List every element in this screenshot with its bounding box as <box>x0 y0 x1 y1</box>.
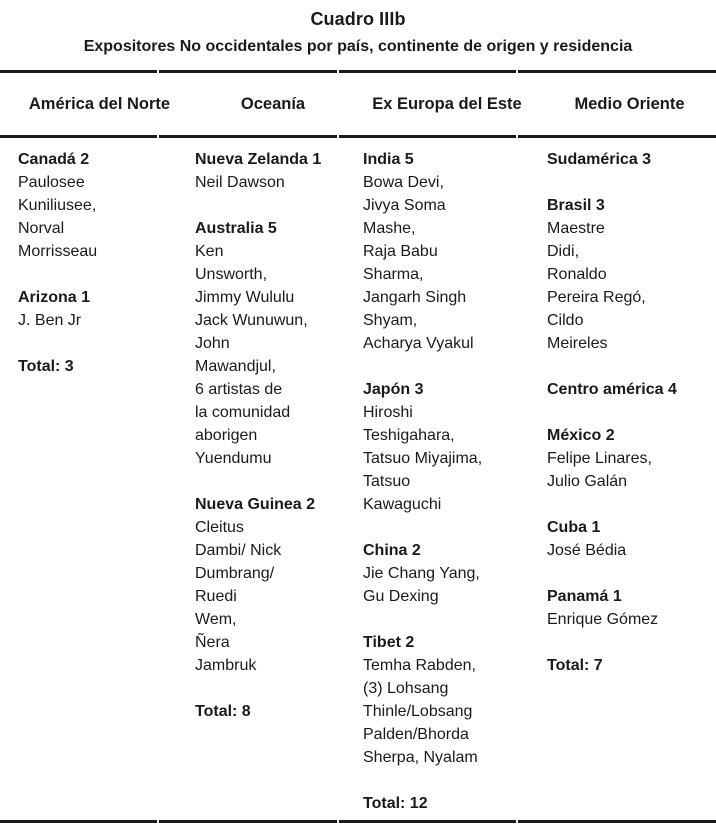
country-group <box>547 516 716 562</box>
country-group <box>18 148 185 263</box>
artist-line: Enrique Gómez <box>547 611 659 628</box>
country-group <box>547 585 716 631</box>
table-rule-middle <box>0 135 716 138</box>
country-group <box>195 148 355 194</box>
country-heading: Canadá 2 <box>18 151 90 168</box>
country-heading: Tibet 2 <box>363 634 415 651</box>
table-cell-america-del-norte <box>0 148 185 378</box>
artist-line: Jambruk <box>195 657 257 674</box>
artist-line: Sherpa, Nyalam <box>363 749 478 766</box>
artist-line: Dumbrang/ <box>195 565 275 582</box>
artist-line: Maestre <box>547 220 605 237</box>
artist-line: Gu Dexing <box>363 588 439 605</box>
country-heading: México 2 <box>547 427 615 444</box>
country-group <box>195 493 355 677</box>
country-heading: Centro américa 4 <box>547 381 677 398</box>
column-header-america-del-norte: América del Norte <box>28 94 171 113</box>
artist-line: Hiroshi <box>363 404 413 421</box>
table-header-row <box>0 73 716 135</box>
artist-line: Sharma, <box>363 266 424 283</box>
artist-line: Ken <box>195 243 224 260</box>
country-group <box>363 148 535 355</box>
artist-line: (3) Lohsang <box>363 680 449 697</box>
artist-line: Jimmy Wululu <box>195 289 295 306</box>
artist-line: Acharya Vyakul <box>363 335 474 352</box>
country-heading: Panamá 1 <box>547 588 622 605</box>
artist-line: Mawandjul, <box>195 358 276 375</box>
table-cell-ex-europa-del-este <box>355 148 535 815</box>
country-group <box>547 378 716 401</box>
artist-line: Cildo <box>547 312 584 329</box>
artist-line: Dambi/ Nick <box>195 542 282 559</box>
artist-line: Ruedi <box>195 588 237 605</box>
artist-line: Kawaguchi <box>363 496 442 513</box>
column-total: Total: 3 <box>18 358 74 375</box>
country-group <box>547 424 716 493</box>
artist-line: J. Ben Jr <box>18 312 82 329</box>
title-block <box>0 0 716 58</box>
artist-line: Cleitus <box>195 519 244 536</box>
artist-line: Mashe, <box>363 220 416 237</box>
country-heading: Japón 3 <box>363 381 424 398</box>
artist-line: Felipe Linares, <box>547 450 652 467</box>
country-heading: Nueva Guinea 2 <box>195 496 316 513</box>
country-group <box>547 194 716 355</box>
table-rule-bottom <box>0 820 716 823</box>
table-cell-oceania <box>185 148 355 723</box>
column-total: Total: 12 <box>363 795 428 812</box>
column-total: Total: 8 <box>195 703 251 720</box>
artist-line: Wem, <box>195 611 237 628</box>
artist-line: Jack Wunuwun, <box>195 312 308 329</box>
artist-line: Pereira Regó, <box>547 289 646 306</box>
artist-line: Julio Galán <box>547 473 628 490</box>
artist-line: Paulosee <box>18 174 85 191</box>
artist-line: la comunidad <box>195 404 291 421</box>
country-heading: Arizona 1 <box>18 289 91 306</box>
artist-line: Unsworth, <box>195 266 268 283</box>
column-header-ex-europa-del-este: Ex Europa del Este <box>372 94 522 113</box>
country-heading: Sudamérica 3 <box>547 151 652 168</box>
country-group <box>195 217 355 470</box>
artist-line: Kuniliusee, <box>18 197 97 214</box>
country-group <box>363 539 535 608</box>
artist-line: Tatsuo Miyajima, <box>363 450 483 467</box>
artist-line: Palden/Bhorda <box>363 726 469 743</box>
column-header-medio-oriente: Medio Oriente <box>574 94 685 113</box>
country-heading: Australia 5 <box>195 220 277 237</box>
artist-line: Raja Babu <box>363 243 438 260</box>
country-heading: India 5 <box>363 151 414 168</box>
artist-line: Tatsuo <box>363 473 411 490</box>
table-body-row <box>0 138 716 815</box>
artist-line: Teshigahara, <box>363 427 455 444</box>
artist-line: Bowa Devi, <box>363 174 444 191</box>
artist-line: Norval <box>18 220 65 237</box>
column-total: Total: 7 <box>547 657 603 674</box>
artist-line: Jangarh Singh <box>363 289 467 306</box>
country-heading: Nueva Zelanda 1 <box>195 151 322 168</box>
artist-line: Temha Rabden, <box>363 657 476 674</box>
artist-line: Morrisseau <box>18 243 98 260</box>
page-subtitle: Expositores No occidentales por país, continente de origen y residencia <box>83 38 633 55</box>
country-group <box>363 378 535 516</box>
country-group <box>18 286 185 332</box>
artist-line: Yuendumu <box>195 450 272 467</box>
country-group <box>547 148 716 171</box>
column-header-oceania: Oceanía <box>240 94 306 113</box>
country-heading: Cuba 1 <box>547 519 601 536</box>
artist-line: Jie Chang Yang, <box>363 565 480 582</box>
country-group <box>363 631 535 769</box>
page-title: Cuadro IIIb <box>310 9 406 29</box>
artist-line: Jivya Soma <box>363 197 446 214</box>
artist-line: Thinle/Lobsang <box>363 703 473 720</box>
country-heading: Brasil 3 <box>547 197 605 214</box>
artist-line: Shyam, <box>363 312 418 329</box>
artist-line: Ronaldo <box>547 266 607 283</box>
artist-line: John <box>195 335 230 352</box>
artist-line: Ñera <box>195 634 230 651</box>
artist-line: Didi, <box>547 243 580 260</box>
artist-line: aborigen <box>195 427 258 444</box>
artist-line: 6 artistas de <box>195 381 283 398</box>
table-cell-medio-oriente <box>535 148 716 677</box>
artist-line: Neil Dawson <box>195 174 285 191</box>
artist-line: Meireles <box>547 335 608 352</box>
country-heading: China 2 <box>363 542 421 559</box>
artist-line: José Bédia <box>547 542 627 559</box>
table-rule-top <box>0 70 716 73</box>
